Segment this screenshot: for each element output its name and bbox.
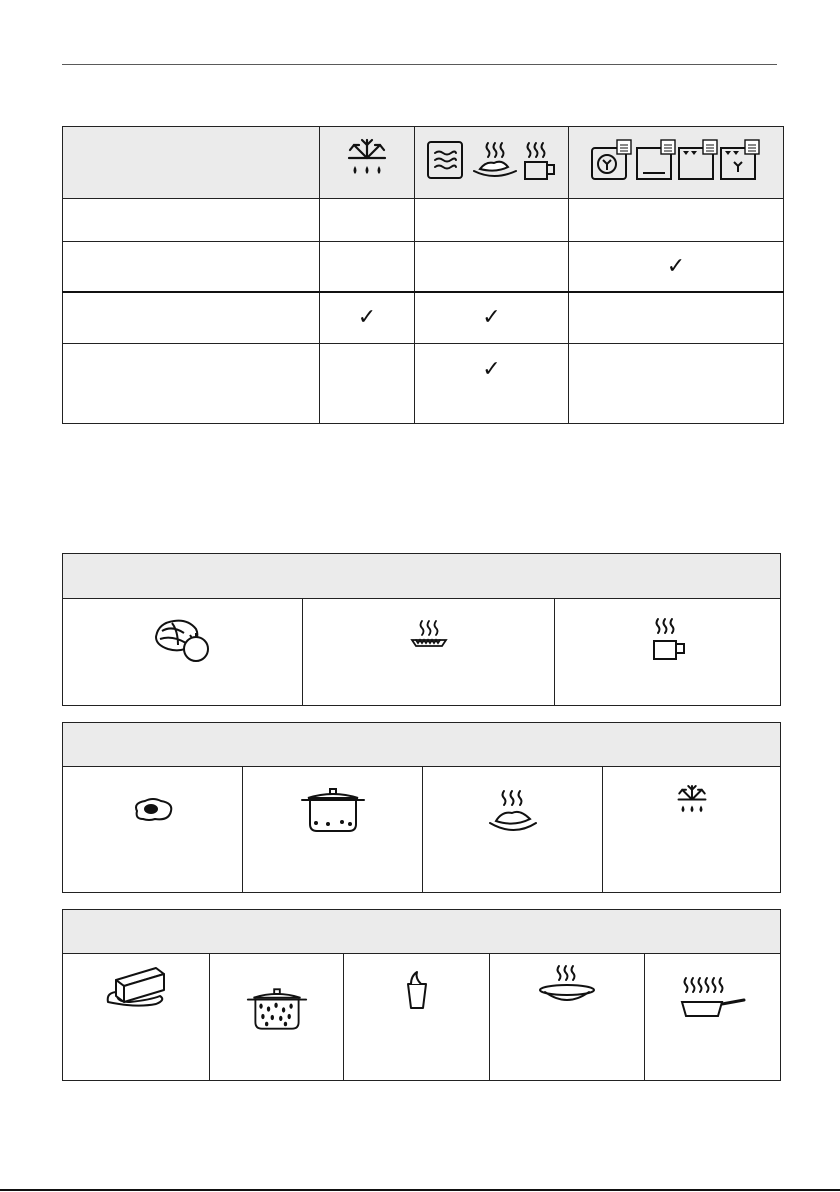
table-cell <box>415 292 569 344</box>
category-header <box>63 554 780 599</box>
check-mark-icon: ✓ <box>357 305 377 330</box>
top-rule <box>62 64 777 65</box>
table-row <box>63 292 784 344</box>
category-cell-boiling-pot <box>210 954 344 1080</box>
row-label <box>63 242 320 293</box>
table-cell <box>569 199 784 242</box>
table-row <box>63 199 784 242</box>
table-cell <box>415 242 569 293</box>
table-cell <box>415 344 569 424</box>
category-cell-pot <box>243 767 423 892</box>
table-cell <box>320 344 415 424</box>
category-box-3 <box>62 909 781 1081</box>
row-label <box>63 199 320 242</box>
microwave-grill-icon <box>415 127 569 199</box>
oven-mode-icons <box>569 127 784 199</box>
table-header-row <box>63 127 784 199</box>
table-cell <box>320 199 415 242</box>
check-mark-icon: ✓ <box>666 253 686 279</box>
hot-drink-icon <box>648 617 688 705</box>
table-row <box>63 242 784 293</box>
category-box-2 <box>62 722 781 893</box>
header-label <box>63 127 320 199</box>
check-mark-icon: ✓ <box>482 357 501 382</box>
pot-icon <box>300 787 366 892</box>
table-cell <box>320 292 415 344</box>
category-cell-cup <box>344 954 490 1080</box>
category-cell-frying-pan <box>645 954 780 1080</box>
category-cell-vegetables <box>63 599 303 705</box>
category-cell-egg <box>63 767 243 892</box>
bottom-rule <box>0 1189 840 1191</box>
table-cell <box>415 199 569 242</box>
row-label <box>63 344 320 424</box>
category-cell-hot-drink <box>555 599 780 705</box>
category-box-1 <box>62 553 781 706</box>
category-header <box>63 910 780 954</box>
check-mark-icon: ✓ <box>482 305 501 330</box>
pie-icon <box>409 619 449 705</box>
defrost-icon <box>320 127 415 199</box>
cup-icon <box>404 970 430 1080</box>
egg-icon <box>131 797 175 892</box>
soup-plate-icon <box>537 964 597 1080</box>
butter-icon <box>104 964 168 1080</box>
category-cell-soup-plate <box>490 954 645 1080</box>
category-cell-defrost <box>603 767 780 892</box>
category-header <box>63 723 780 767</box>
table-cell <box>569 292 784 344</box>
category-cell-hot-meal <box>423 767 603 892</box>
boiling-pot-icon <box>246 986 308 1080</box>
frying-pan-icon <box>678 976 748 1080</box>
hot-meal-icon <box>488 789 538 892</box>
defrost-icon <box>674 783 710 892</box>
vegetables-icon <box>152 617 214 705</box>
category-cell-pie <box>303 599 555 705</box>
table-cell <box>320 242 415 293</box>
category-cell-butter <box>63 954 210 1080</box>
compatibility-table <box>62 126 784 424</box>
table-row <box>63 344 784 424</box>
row-label <box>63 292 320 344</box>
table-cell <box>569 344 784 424</box>
table-cell <box>569 242 784 293</box>
